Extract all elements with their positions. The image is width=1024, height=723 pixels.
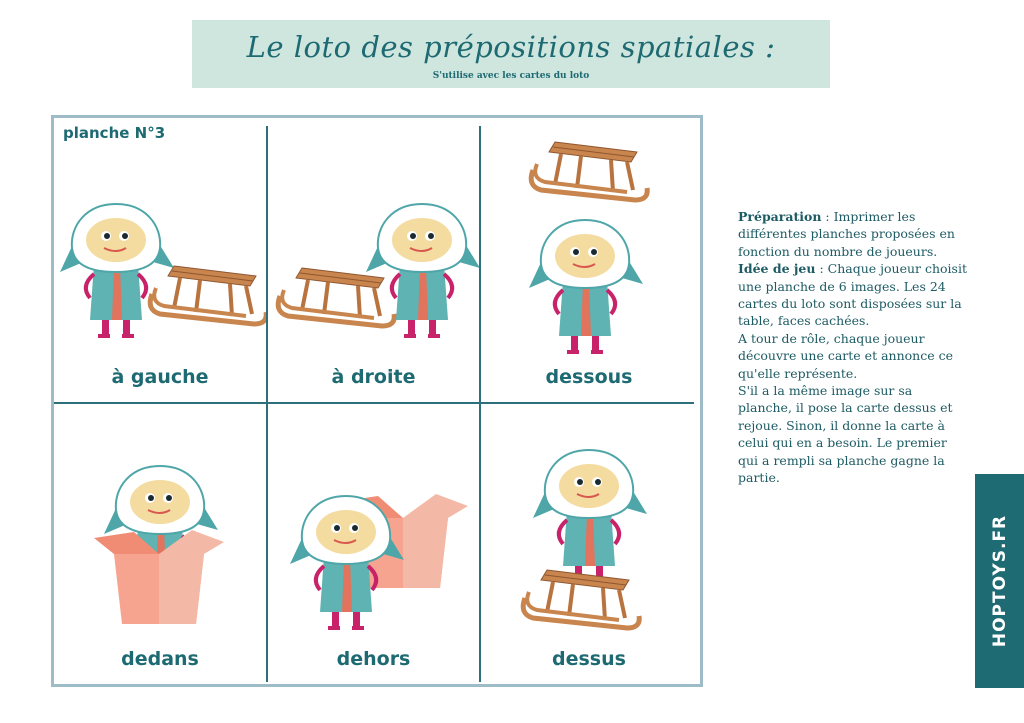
card-label: dedans xyxy=(121,648,199,670)
child-on-sled-illustration xyxy=(481,404,697,684)
rules-preparation xyxy=(738,208,970,260)
page-subtitle: S'utilise avec les cartes du loto xyxy=(432,71,590,81)
card-dessus xyxy=(481,404,697,684)
child-left-of-sled-illustration xyxy=(54,118,266,402)
card-a-gauche xyxy=(54,118,266,402)
brand-banner xyxy=(975,474,1024,688)
card-label: à gauche xyxy=(111,366,209,388)
card-dehors xyxy=(268,404,479,684)
rules-game-idea xyxy=(738,260,970,330)
rules-paragraph: S'il a la même image sur sa planche, il pose la carte dessus et rejoue. Sinon, il donne la carte à celui qui en a besoin. Le premier qui a rempli sa planche gagne la partie. xyxy=(738,383,953,486)
child-right-of-sled-illustration xyxy=(268,118,479,402)
rules-game-title: Idée de jeu xyxy=(738,261,816,277)
card-label: dehors xyxy=(336,648,411,670)
card-dessous xyxy=(481,118,697,402)
card-dedans xyxy=(54,404,266,684)
card-label: dessus xyxy=(552,648,626,670)
rules-game-text: : Chaque joueur choisit une planche de 6 images. Les 24 cartes du loto sont disposées sur la table, faces cachées. xyxy=(738,261,967,329)
page-title: Le loto des prépositions spatiales : xyxy=(246,30,776,64)
plate-label: planche N°3 xyxy=(63,124,166,142)
child-outside-box-illustration xyxy=(268,404,479,684)
child-inside-box-illustration xyxy=(54,404,266,684)
card-a-droite xyxy=(268,118,479,402)
loto-board xyxy=(51,115,703,687)
child-under-sled-illustration xyxy=(481,118,697,402)
card-label: à droite xyxy=(331,366,416,388)
rules-prep-text: : Imprimer les différentes planches proposées en fonction du nombre de joueurs. xyxy=(738,209,955,259)
card-label: dessous xyxy=(545,366,633,388)
rules-prep-title: Préparation xyxy=(738,209,822,224)
title-banner xyxy=(192,20,830,88)
brand-text: HOPTOYS.FR xyxy=(989,514,1010,648)
game-rules xyxy=(738,208,970,487)
rules-paragraph: A tour de rôle, chaque joueur découvre une carte et annonce ce qu'elle représente. xyxy=(738,330,953,381)
